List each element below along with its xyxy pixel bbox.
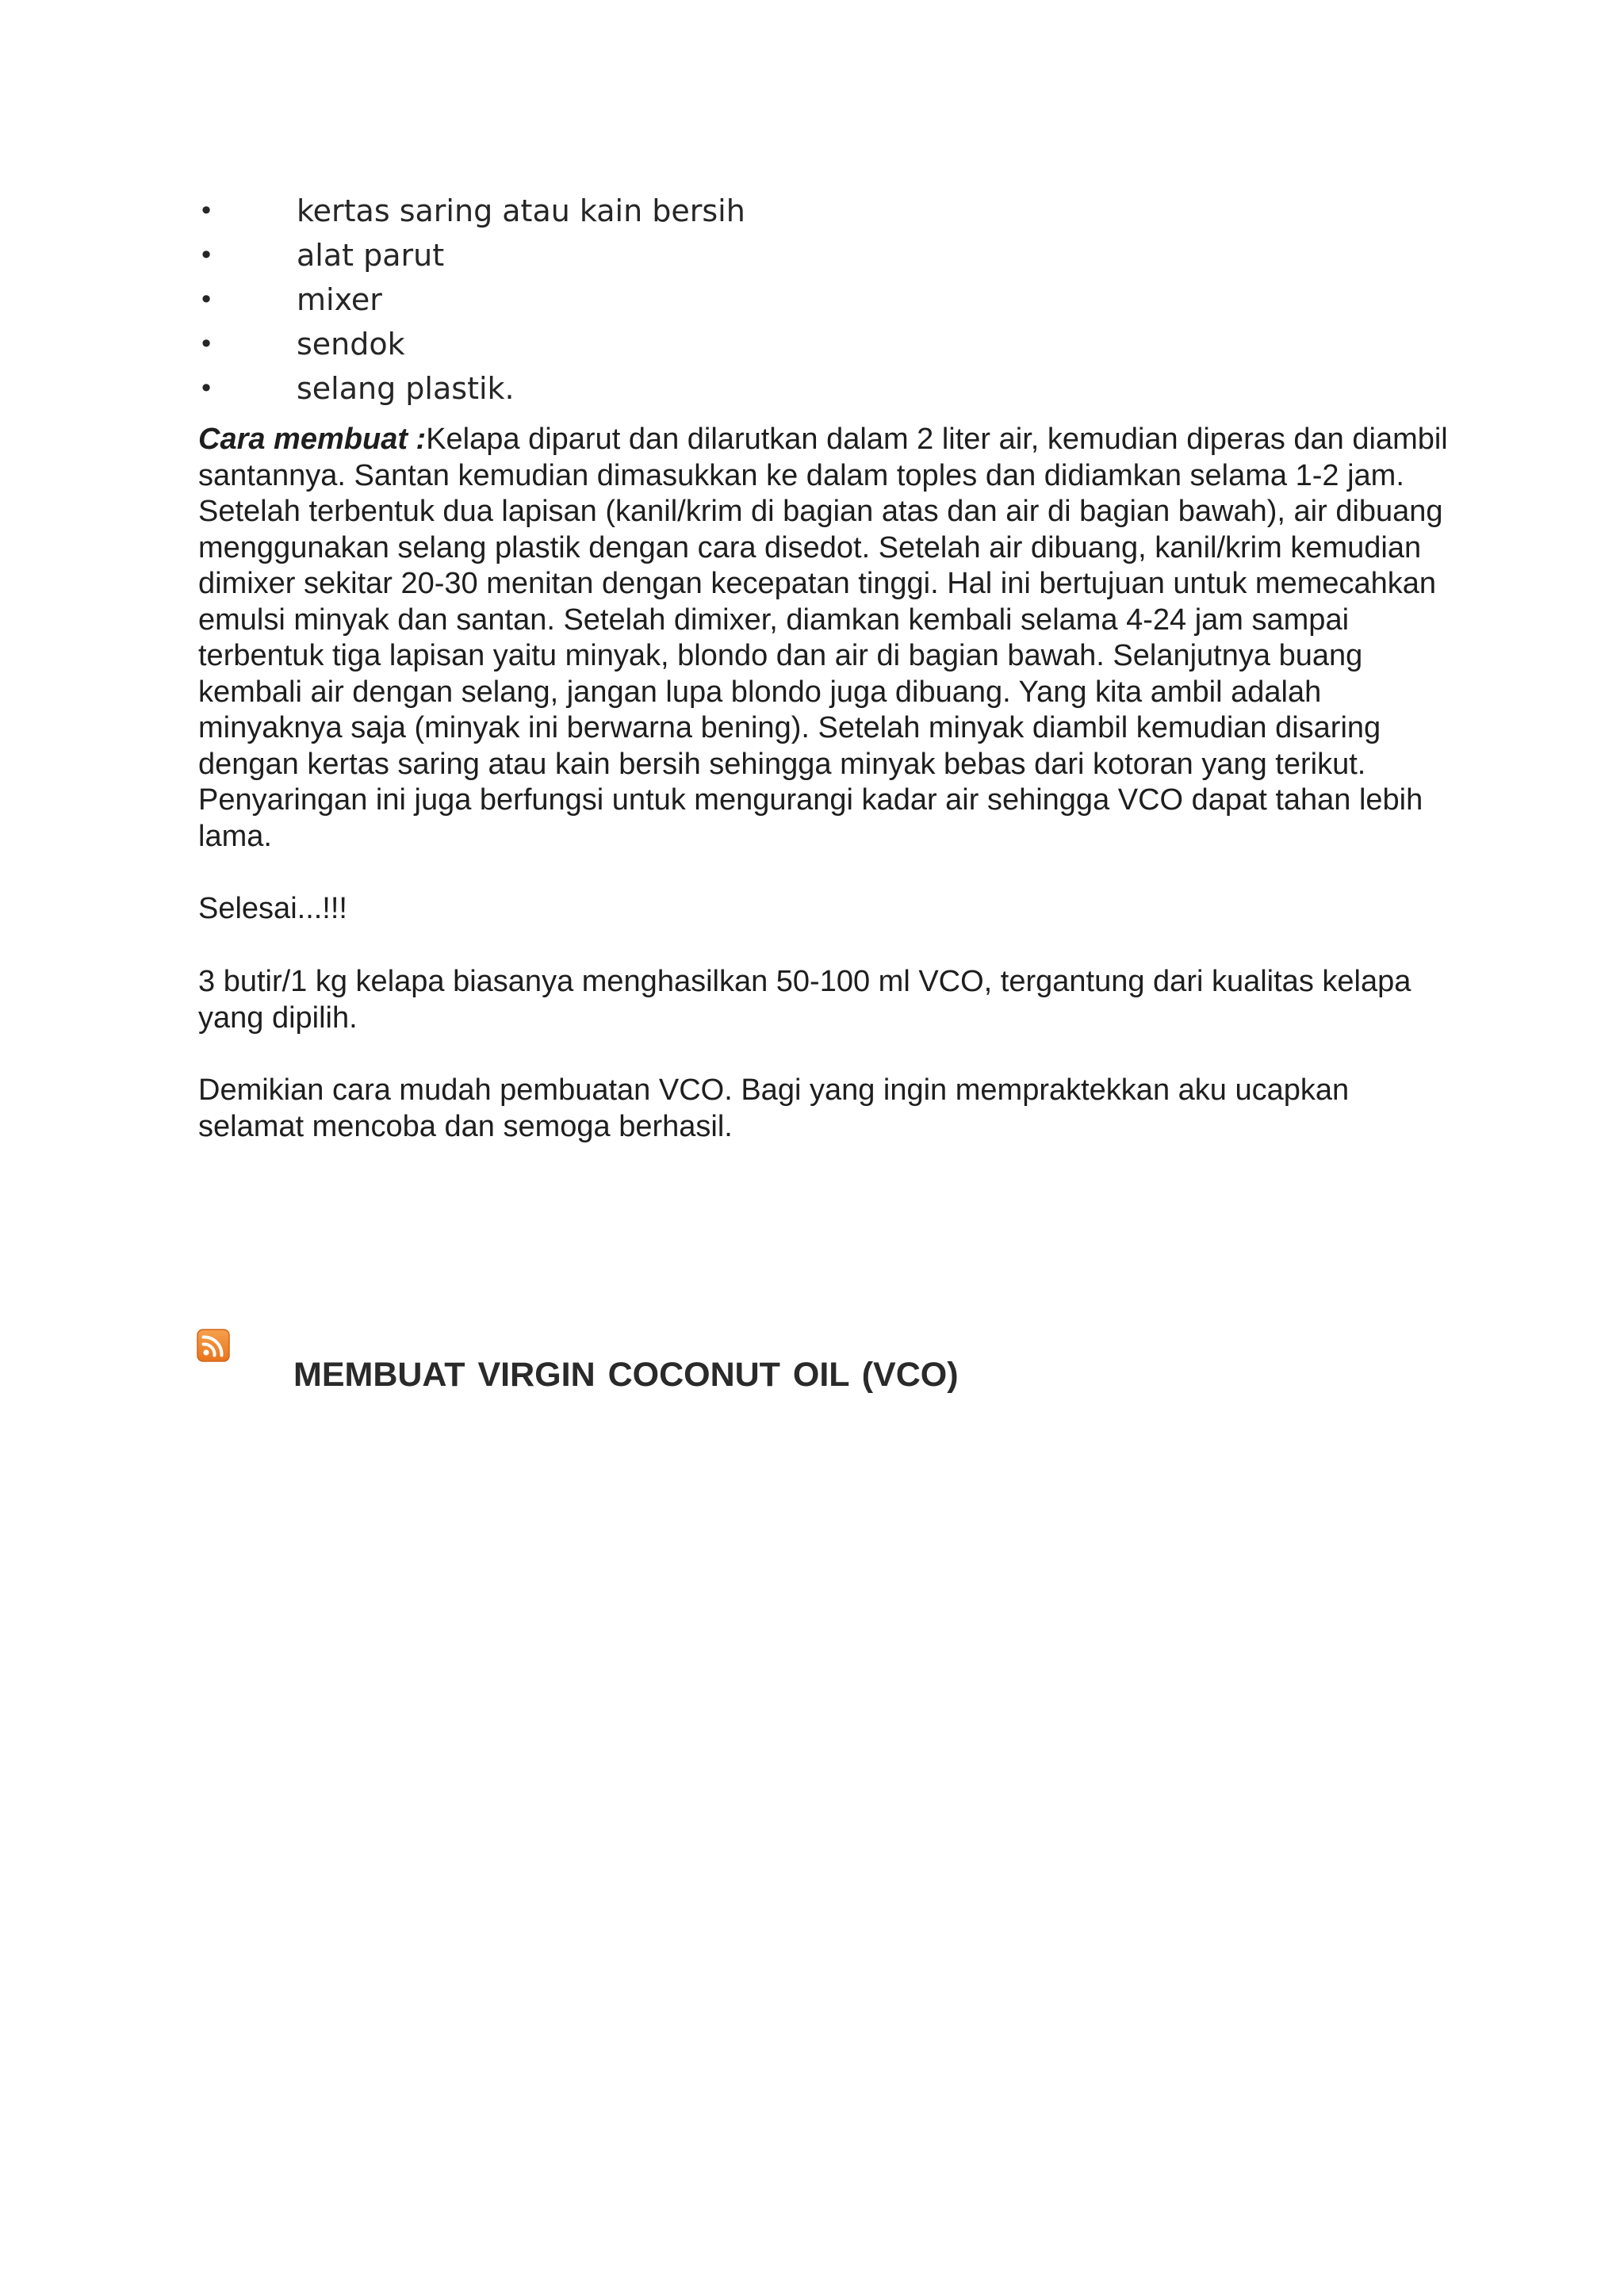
tools-list [198,189,1388,411]
method-text: Kelapa diparut dan dilarutkan dalam 2 liter air, kemudian diperas dan diambil santannya. Santan kemudian dimasukkan ke dalam toples dan didiamkan selama 1-2 jam. Setelah terbentuk dua lapisan (kanil/krim di bagian atas dan air di bagian bawah), air dibuang menggunakan selang plastik dengan cara disedot. Setelah air dibuang, kanil/krim kemudian dimixer sekitar 20-30 menitan dengan kecepatan tinggi. Hal ini bertujuan untuk memecahkan emulsi minyak dan santan. Setelah dimixer, diamkan kembali selama 4-24 jam sampai terbentuk tiga lapisan yaitu minyak, blondo dan air di bagian bawah. Selanjutnya buang kembali air dengan selang, jangan lupa blondo juga dibuang. Yang kita ambil adalah minyaknya saja (minyak ini berwarna bening). Setelah minyak diambil kemudian disaring dengan kertas saring atau kain bersih sehingga minyak bebas dari kotoran yang terikut. Penyaringan ini juga berfungsi untuk mengurangi kadar air sehingga VCO dapat tahan lebih lama. [198,423,1448,853]
bullet-icon: • [198,196,214,226]
list-item-text: kertas saring atau kain bersih [297,193,745,228]
method-lead: Cara membuat : [198,423,427,456]
rss-feed-icon[interactable] [197,1329,230,1362]
bullet-icon: • [198,373,214,404]
bullet-icon: • [198,285,214,315]
list-item [198,189,1388,233]
list-item [198,277,1388,322]
list-item-text: mixer [297,282,382,317]
list-item-text: selang plastik. [297,371,515,406]
list-item [198,322,1388,366]
list-item [198,366,1388,411]
post-title-link[interactable]: MEMBUAT VIRGIN COCONUT OIL (VCO) [293,1356,959,1394]
done-paragraph: Selesai...!!! [198,892,347,925]
list-item [198,233,1388,277]
yield-paragraph: 3 butir/1 kg kelapa biasanya menghasilkan 50-100 ml VCO, tergantung dari kualitas kelapa yang dipilih. [198,965,1411,1035]
method-paragraph [198,422,1451,855]
list-item-text: alat parut [297,238,445,273]
list-item-text: sendok [297,327,405,362]
bullet-icon: • [198,240,214,270]
closing-paragraph: Demikian cara mudah pembuatan VCO. Bagi yang ingin mempraktekkan aku ucapkan selamat mencoba dan semoga berhasil. [198,1073,1350,1143]
bullet-icon: • [198,329,214,359]
